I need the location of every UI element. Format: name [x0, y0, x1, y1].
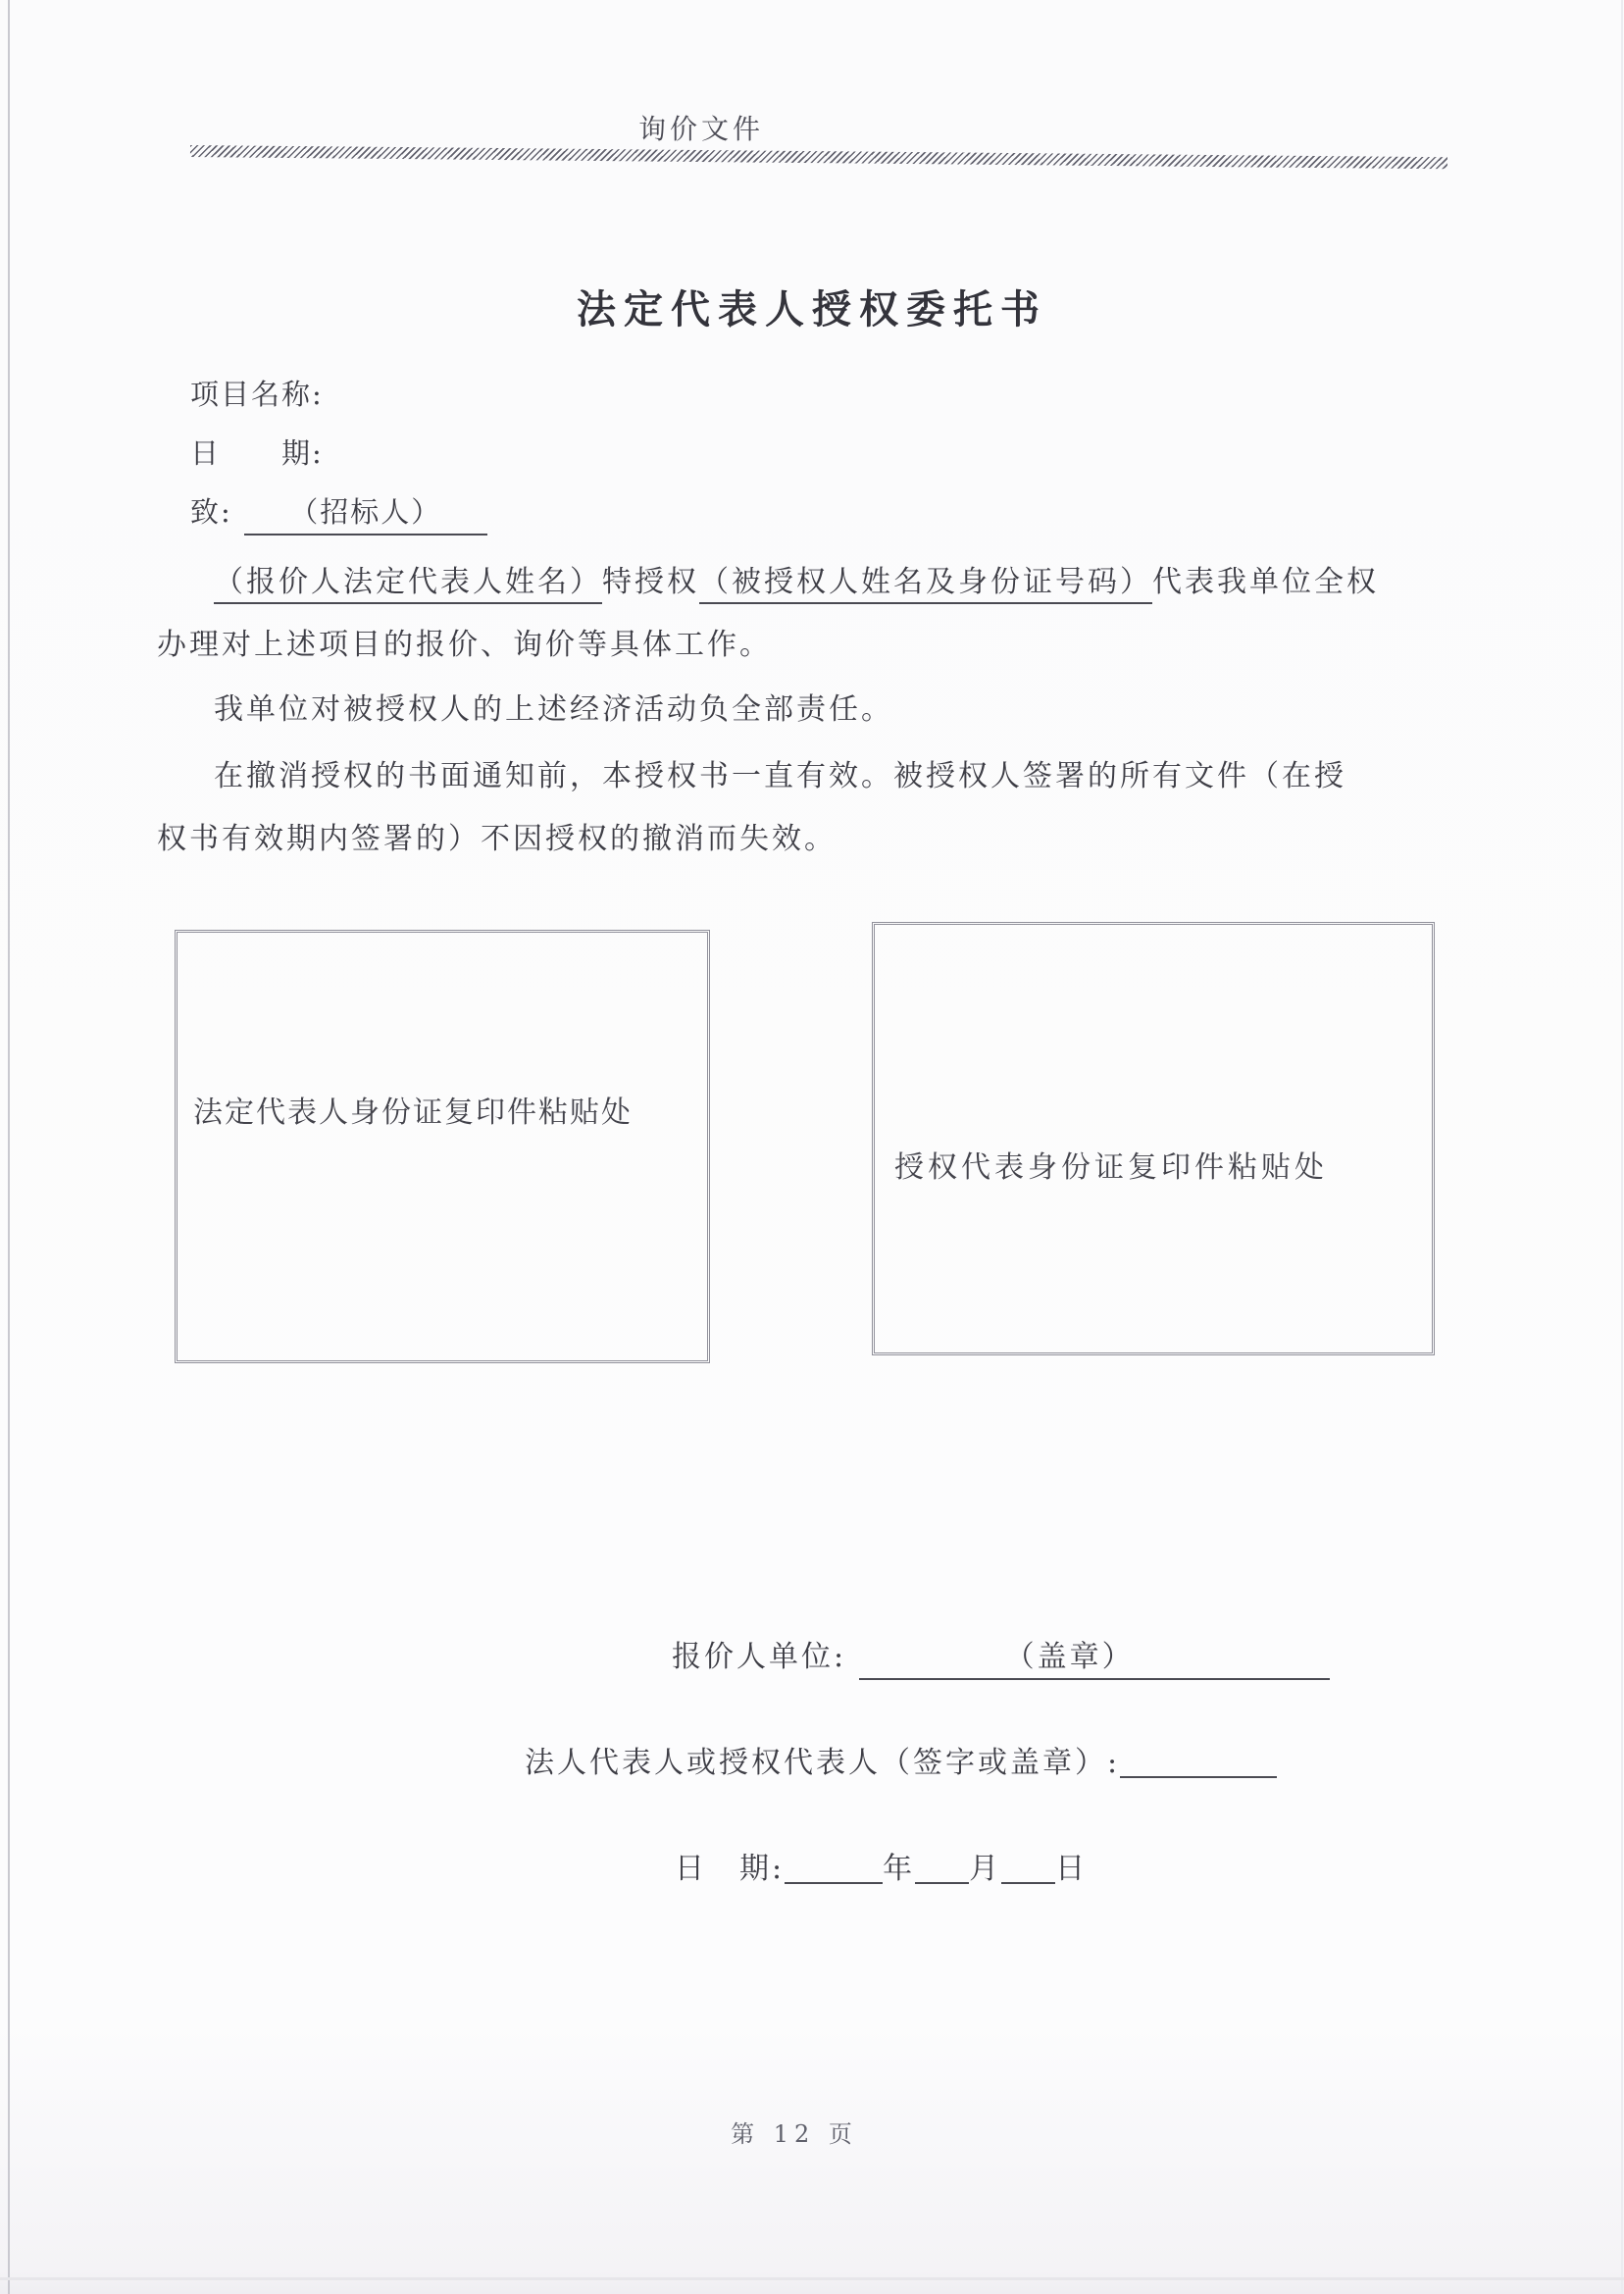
- scan-edge-right-shade: [1621, 0, 1623, 2294]
- month-blank: [915, 1851, 969, 1884]
- date-label: 日 期:: [190, 436, 324, 470]
- signature-date-label: 日 期:: [675, 1852, 786, 1886]
- authorizes-text: 特授权: [602, 565, 699, 599]
- addressee-blank: （招标人）: [244, 490, 487, 535]
- representative-signature-blank: [1120, 1745, 1277, 1778]
- authorization-paragraph-line1: [214, 557, 1379, 600]
- day-label: 日: [1055, 1852, 1089, 1886]
- page-header-title: 询价文件: [637, 113, 764, 145]
- legal-rep-id-paste-box: [175, 930, 710, 1363]
- validity-paragraph-line1: 在撤消授权的书面通知前，本授权书一直有效。被授权人签署的所有文件（在授: [214, 759, 1346, 793]
- representative-signature-row: [525, 1738, 1277, 1781]
- month-label: 月: [969, 1852, 1002, 1886]
- on-behalf-text: 代表我单位全权: [1152, 565, 1379, 599]
- date-row: [190, 432, 324, 472]
- responsibility-paragraph: 我单位对被授权人的上述经济活动负全部责任。: [214, 692, 893, 727]
- quoter-unit-signature-row: [672, 1632, 1330, 1680]
- representative-label: 法人代表人或授权代表人（签字或盖章）:: [525, 1746, 1121, 1780]
- year-label: 年: [883, 1852, 916, 1886]
- authorized-person-blank: （被授权人姓名及身份证号码）: [699, 565, 1152, 604]
- project-name-row: [190, 373, 324, 413]
- addressee-label: 致:: [190, 495, 232, 529]
- year-blank: [785, 1851, 883, 1884]
- quoter-unit-seal-blank: （盖章）: [859, 1632, 1330, 1680]
- project-name-label: 项目名称:: [190, 378, 324, 411]
- page-number: 第 12 页: [731, 2120, 858, 2148]
- addressee-row: [190, 490, 487, 535]
- header-hatched-divider: [190, 145, 1447, 169]
- authorization-paragraph-line2: 办理对上述项目的报价、询价等具体工作。: [157, 628, 772, 662]
- scan-edge-bottom-shade: [0, 2277, 1624, 2280]
- validity-paragraph-line2: 权书有效期内签署的）不因授权的撤消而失效。: [157, 822, 837, 856]
- quoter-legal-rep-name-blank: （报价人法定代表人姓名）: [214, 565, 602, 604]
- day-blank: [1001, 1851, 1055, 1884]
- scan-edge-left-line: [8, 0, 10, 2294]
- signature-date-row: [675, 1844, 1088, 1887]
- authorized-rep-id-paste-label: 授权代表身份证复印件粘贴处: [894, 1150, 1328, 1185]
- authorized-rep-id-paste-box: [872, 922, 1435, 1355]
- quoter-unit-label: 报价人单位:: [672, 1640, 847, 1674]
- document-title: 法定代表人授权委托书: [577, 286, 1047, 332]
- legal-rep-id-paste-label: 法定代表人身份证复印件粘贴处: [193, 1096, 633, 1130]
